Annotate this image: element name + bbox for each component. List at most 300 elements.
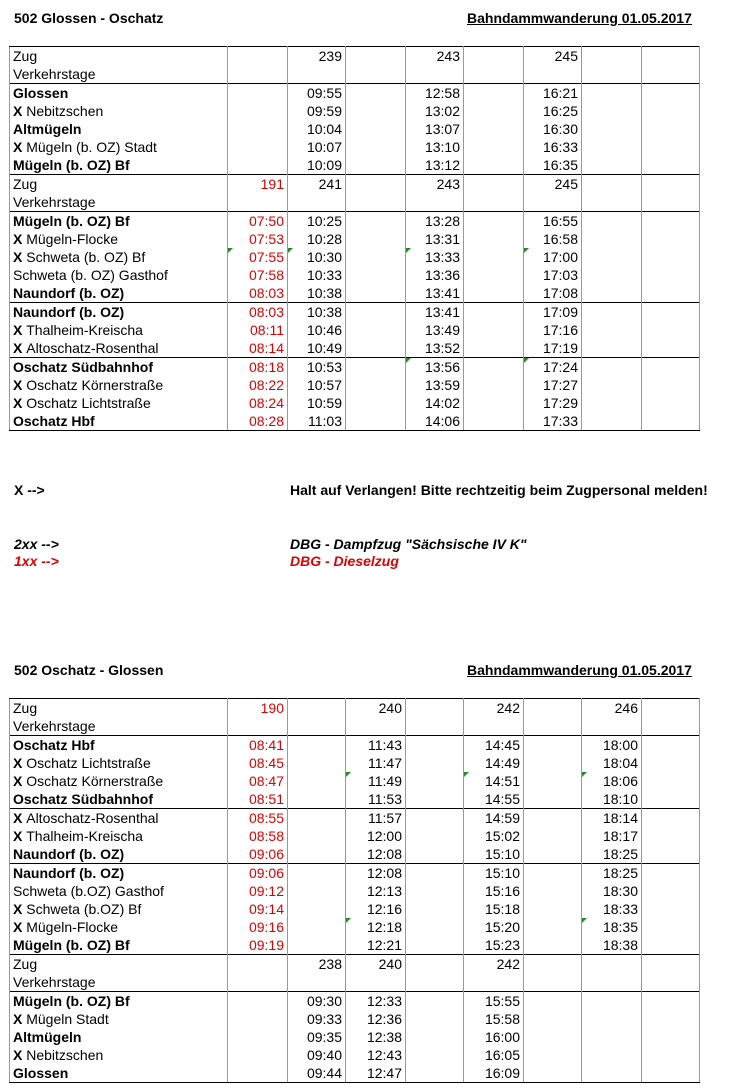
station-cell — [10, 845, 228, 864]
cell-text: 12:16 — [366, 901, 402, 917]
time-cell — [642, 303, 700, 322]
cell-text: 13:28 — [424, 213, 460, 229]
station-cell — [10, 864, 228, 883]
time-cell — [288, 65, 346, 84]
time-cell — [228, 394, 288, 412]
time-cell — [228, 248, 288, 266]
time-cell — [524, 339, 582, 358]
time-cell — [464, 1046, 524, 1064]
time-cell — [642, 736, 700, 755]
time-cell — [346, 845, 406, 864]
time-cell — [524, 1010, 582, 1028]
cell-text: 239 — [318, 48, 342, 64]
time-cell — [228, 1010, 288, 1028]
time-cell — [524, 230, 582, 248]
time-cell — [464, 1028, 524, 1046]
cell-text: 08:55 — [248, 810, 284, 826]
table-row — [10, 394, 700, 412]
cell-text: 08:22 — [248, 377, 284, 393]
cell-text: 15:16 — [484, 883, 520, 899]
time-cell — [464, 394, 524, 412]
cell-text: 11:47 — [368, 755, 402, 771]
cell-text: 08:14 — [248, 340, 284, 356]
cell-text: 16:33 — [542, 139, 578, 155]
time-cell — [288, 358, 346, 377]
station-cell — [10, 900, 228, 918]
cell-text: 09:33 — [306, 1011, 342, 1027]
cell-text: Naundorf (b. OZ) — [13, 865, 125, 881]
time-cell — [642, 717, 700, 736]
time-cell — [464, 321, 524, 339]
cell-text: 12:43 — [366, 1047, 402, 1063]
table-row — [10, 230, 700, 248]
cell-text: 18:14 — [602, 810, 638, 826]
cell-text: Naundorf (b. OZ) — [13, 846, 125, 862]
station-cell — [10, 47, 228, 66]
cell-text: 18:30 — [602, 883, 638, 899]
time-cell — [524, 809, 582, 828]
cell-text: 17:29 — [542, 395, 578, 411]
table-row — [10, 900, 700, 918]
time-cell — [288, 156, 346, 175]
cell-text: 14:02 — [424, 395, 460, 411]
time-cell — [406, 212, 464, 231]
station-cell — [10, 754, 228, 772]
cell-text: 14:55 — [484, 791, 520, 807]
station-cell — [10, 772, 228, 790]
time-cell — [406, 339, 464, 358]
time-cell — [464, 102, 524, 120]
time-cell — [524, 193, 582, 212]
cell-text: 17:16 — [542, 322, 578, 338]
time-cell — [288, 321, 346, 339]
table-row — [10, 936, 700, 955]
time-cell — [228, 102, 288, 120]
time-cell — [406, 845, 464, 864]
time-cell — [464, 230, 524, 248]
time-cell — [524, 717, 582, 736]
cell-text: 08:18 — [248, 359, 284, 375]
cell-text: 12:00 — [366, 828, 402, 844]
time-cell — [346, 412, 406, 431]
time-cell — [582, 1046, 642, 1064]
time-cell — [582, 284, 642, 303]
time-cell — [228, 918, 288, 936]
time-cell — [346, 120, 406, 138]
cell-text: Oschatz Südbahnhof — [13, 791, 153, 807]
time-cell — [582, 882, 642, 900]
cell-text: 12:08 — [366, 865, 402, 881]
time-cell — [642, 845, 700, 864]
timetable-1-event-title: Bahndammwanderung 01.05.2017 — [467, 10, 692, 26]
time-cell — [228, 827, 288, 845]
cell-text: Oschatz Körnerstraße — [26, 377, 164, 393]
cell-text: 10:38 — [306, 304, 342, 320]
time-cell — [464, 303, 524, 322]
note-2xx-description: DBG - Dampfzug "Sächsische IV K" — [290, 536, 527, 552]
time-cell — [642, 1046, 700, 1064]
time-cell — [228, 1028, 288, 1046]
cell-text: 243 — [436, 48, 460, 64]
request-stop-marker: X — [13, 340, 27, 356]
cell-text: 09:14 — [248, 901, 284, 917]
table-row — [10, 376, 700, 394]
cell-text: 08:51 — [248, 791, 284, 807]
time-cell — [346, 156, 406, 175]
cell-text: Zug — [13, 176, 38, 192]
time-cell — [582, 212, 642, 231]
cell-text: 14:49 — [484, 755, 520, 771]
station-cell — [10, 193, 228, 212]
time-cell — [582, 973, 642, 992]
cell-text: 08:47 — [248, 773, 284, 789]
cell-text: 10:33 — [306, 267, 342, 283]
cell-text: 14:51 — [484, 773, 520, 789]
time-cell — [642, 138, 700, 156]
cell-text: 16:21 — [542, 85, 578, 101]
table-row — [10, 138, 700, 156]
time-cell — [288, 699, 346, 718]
cell-text: 18:10 — [602, 791, 638, 807]
time-cell — [228, 882, 288, 900]
station-cell — [10, 736, 228, 755]
station-cell — [10, 936, 228, 955]
cell-text: 242 — [496, 956, 520, 972]
request-stop-marker: X — [13, 773, 27, 789]
cell-text: 14:06 — [424, 413, 460, 429]
time-cell — [406, 193, 464, 212]
time-cell — [524, 699, 582, 718]
cell-text: Mügeln-Flocke — [26, 231, 119, 247]
time-cell — [642, 1028, 700, 1046]
time-cell — [582, 754, 642, 772]
time-cell — [582, 358, 642, 377]
station-cell — [10, 790, 228, 809]
request-stop-marker: X — [13, 139, 27, 155]
time-cell — [524, 321, 582, 339]
time-cell — [524, 212, 582, 231]
cell-text: 13:41 — [424, 285, 460, 301]
table-row — [10, 248, 700, 266]
time-cell — [406, 936, 464, 955]
time-cell — [406, 955, 464, 974]
table-row — [10, 65, 700, 84]
table-row — [10, 120, 700, 138]
cell-text: 07:58 — [248, 267, 284, 283]
time-cell — [642, 339, 700, 358]
time-cell — [288, 973, 346, 992]
station-cell — [10, 120, 228, 138]
time-cell — [406, 266, 464, 284]
cell-text: 13:02 — [424, 103, 460, 119]
cell-text: 13:12 — [424, 157, 460, 173]
time-cell — [642, 412, 700, 431]
time-cell — [346, 809, 406, 828]
time-cell — [228, 736, 288, 755]
station-cell — [10, 992, 228, 1011]
time-cell — [464, 845, 524, 864]
time-cell — [228, 790, 288, 809]
time-cell — [524, 120, 582, 138]
cell-text: 13:33 — [424, 249, 460, 265]
table-row — [10, 358, 700, 377]
time-cell — [524, 394, 582, 412]
cell-text: Schweta (b.OZ) Bf — [26, 901, 142, 917]
cell-text: 18:35 — [602, 919, 638, 935]
time-cell — [464, 47, 524, 66]
cell-text: 09:16 — [248, 919, 284, 935]
cell-text: 08:11 — [250, 322, 284, 338]
cell-text: Zug — [13, 700, 38, 716]
time-cell — [288, 394, 346, 412]
time-cell — [346, 193, 406, 212]
time-cell — [288, 284, 346, 303]
time-cell — [346, 772, 406, 790]
time-cell — [642, 376, 700, 394]
time-cell — [464, 1064, 524, 1083]
time-cell — [642, 1010, 700, 1028]
time-cell — [288, 1046, 346, 1064]
time-cell — [288, 1010, 346, 1028]
table-row — [10, 321, 700, 339]
cell-text: Oschatz Hbf — [13, 737, 95, 753]
time-cell — [228, 193, 288, 212]
time-cell — [346, 955, 406, 974]
cell-text: 12:13 — [366, 883, 402, 899]
time-cell — [346, 248, 406, 266]
cell-text: 10:25 — [306, 213, 342, 229]
table-row — [10, 699, 700, 718]
cell-text: Naundorf (b. OZ) — [13, 285, 125, 301]
time-cell — [288, 175, 346, 194]
table-row — [10, 102, 700, 120]
cell-text: Verkehrstage — [13, 974, 96, 990]
time-cell — [288, 754, 346, 772]
request-stop-marker: X — [13, 1047, 27, 1063]
time-cell — [524, 973, 582, 992]
cell-text: 16:09 — [484, 1065, 520, 1081]
time-cell — [464, 120, 524, 138]
time-cell — [346, 65, 406, 84]
time-cell — [464, 827, 524, 845]
time-cell — [524, 864, 582, 883]
time-cell — [346, 900, 406, 918]
time-cell — [642, 955, 700, 974]
cell-text: 13:31 — [424, 231, 460, 247]
time-cell — [406, 736, 464, 755]
time-cell — [228, 120, 288, 138]
time-cell — [346, 138, 406, 156]
station-cell — [10, 266, 228, 284]
cell-text: 09:55 — [306, 85, 342, 101]
time-cell — [288, 1028, 346, 1046]
cell-text: 15:23 — [484, 937, 520, 953]
cell-text: 238 — [318, 956, 342, 972]
time-cell — [346, 376, 406, 394]
cell-text: Verkehrstage — [13, 66, 96, 82]
time-cell — [582, 1064, 642, 1083]
time-cell — [288, 864, 346, 883]
table-row — [10, 973, 700, 992]
time-cell — [228, 809, 288, 828]
time-cell — [228, 212, 288, 231]
time-cell — [288, 845, 346, 864]
time-cell — [464, 790, 524, 809]
time-cell — [464, 358, 524, 377]
cell-text: 12:58 — [424, 85, 460, 101]
cell-text: 246 — [614, 700, 638, 716]
cell-text: 243 — [436, 176, 460, 192]
station-cell — [10, 212, 228, 231]
cell-text: 10:53 — [306, 359, 342, 375]
time-cell — [346, 754, 406, 772]
time-cell — [524, 84, 582, 103]
cell-text: Oschatz Körnerstraße — [26, 773, 164, 789]
station-cell — [10, 394, 228, 412]
table-row — [10, 266, 700, 284]
time-cell — [582, 266, 642, 284]
cell-text: Verkehrstage — [13, 194, 96, 210]
time-cell — [228, 900, 288, 918]
cell-text: Mügeln (b. OZ) Bf — [13, 213, 130, 229]
request-stop-marker: X — [13, 901, 27, 917]
time-cell — [228, 754, 288, 772]
station-cell — [10, 248, 228, 266]
time-cell — [346, 992, 406, 1011]
time-cell — [642, 882, 700, 900]
cell-text: 16:25 — [542, 103, 578, 119]
time-cell — [346, 1046, 406, 1064]
time-cell — [464, 65, 524, 84]
request-stop-marker: X — [13, 1011, 27, 1027]
time-cell — [406, 65, 464, 84]
time-cell — [406, 754, 464, 772]
time-cell — [406, 358, 464, 377]
time-cell — [346, 102, 406, 120]
time-cell — [582, 790, 642, 809]
cell-text: Schweta (b.OZ) Gasthof — [13, 883, 164, 899]
cell-text: 12:47 — [366, 1065, 402, 1081]
cell-text: 17:03 — [542, 267, 578, 283]
cell-text: 07:53 — [248, 231, 284, 247]
time-cell — [582, 394, 642, 412]
cell-text: 17:33 — [542, 413, 578, 429]
time-cell — [406, 376, 464, 394]
time-cell — [524, 156, 582, 175]
station-cell — [10, 102, 228, 120]
cell-text: 10:49 — [306, 340, 342, 356]
cell-text: 242 — [496, 700, 520, 716]
time-cell — [346, 303, 406, 322]
time-cell — [228, 175, 288, 194]
time-cell — [228, 973, 288, 992]
cell-text: 190 — [260, 700, 284, 716]
time-cell — [524, 102, 582, 120]
cell-text: 13:49 — [424, 322, 460, 338]
cell-text: 18:25 — [602, 865, 638, 881]
cell-text: 241 — [318, 176, 342, 192]
time-cell — [464, 864, 524, 883]
time-cell — [288, 376, 346, 394]
station-cell — [10, 376, 228, 394]
time-cell — [582, 156, 642, 175]
time-cell — [406, 882, 464, 900]
time-cell — [228, 339, 288, 358]
time-cell — [228, 65, 288, 84]
cell-text: 13:36 — [424, 267, 460, 283]
table-row — [10, 1046, 700, 1064]
cell-text: 08:24 — [248, 395, 284, 411]
time-cell — [346, 284, 406, 303]
time-cell — [228, 412, 288, 431]
time-cell — [346, 339, 406, 358]
station-cell — [10, 717, 228, 736]
time-cell — [464, 809, 524, 828]
cell-text: Mügeln (b. OZ) Bf — [13, 157, 130, 173]
time-cell — [642, 936, 700, 955]
table-row — [10, 717, 700, 736]
cell-text: 16:00 — [484, 1029, 520, 1045]
cell-text: 09:35 — [306, 1029, 342, 1045]
time-cell — [524, 376, 582, 394]
time-cell — [288, 936, 346, 955]
table-row — [10, 809, 700, 828]
time-cell — [228, 955, 288, 974]
time-cell — [406, 303, 464, 322]
time-cell — [582, 65, 642, 84]
time-cell — [524, 845, 582, 864]
cell-text: 11:03 — [308, 413, 342, 429]
cell-text: Oschatz Lichtstraße — [26, 395, 151, 411]
time-cell — [288, 102, 346, 120]
station-cell — [10, 827, 228, 845]
time-cell — [288, 412, 346, 431]
table-row — [10, 845, 700, 864]
time-cell — [228, 864, 288, 883]
station-cell — [10, 955, 228, 974]
time-cell — [642, 47, 700, 66]
time-cell — [464, 955, 524, 974]
time-cell — [582, 864, 642, 883]
time-cell — [642, 266, 700, 284]
cell-text: 17:08 — [542, 285, 578, 301]
cell-text: 09:30 — [306, 993, 342, 1009]
table-row — [10, 412, 700, 431]
time-cell — [524, 790, 582, 809]
time-cell — [406, 809, 464, 828]
time-cell — [288, 84, 346, 103]
cell-text: 09:19 — [248, 937, 284, 953]
time-cell — [524, 175, 582, 194]
cell-text: 10:38 — [306, 285, 342, 301]
time-cell — [228, 284, 288, 303]
time-cell — [582, 412, 642, 431]
time-cell — [406, 120, 464, 138]
time-cell — [524, 266, 582, 284]
cell-text: 12:08 — [366, 846, 402, 862]
cell-text: Altmügeln — [13, 1029, 82, 1045]
cell-text: 15:20 — [484, 919, 520, 935]
cell-text: Mügeln Stadt — [26, 1011, 109, 1027]
time-cell — [524, 827, 582, 845]
cell-text: 13:59 — [424, 377, 460, 393]
time-cell — [406, 412, 464, 431]
time-cell — [642, 102, 700, 120]
time-cell — [642, 193, 700, 212]
station-cell — [10, 303, 228, 322]
time-cell — [346, 936, 406, 955]
time-cell — [346, 212, 406, 231]
